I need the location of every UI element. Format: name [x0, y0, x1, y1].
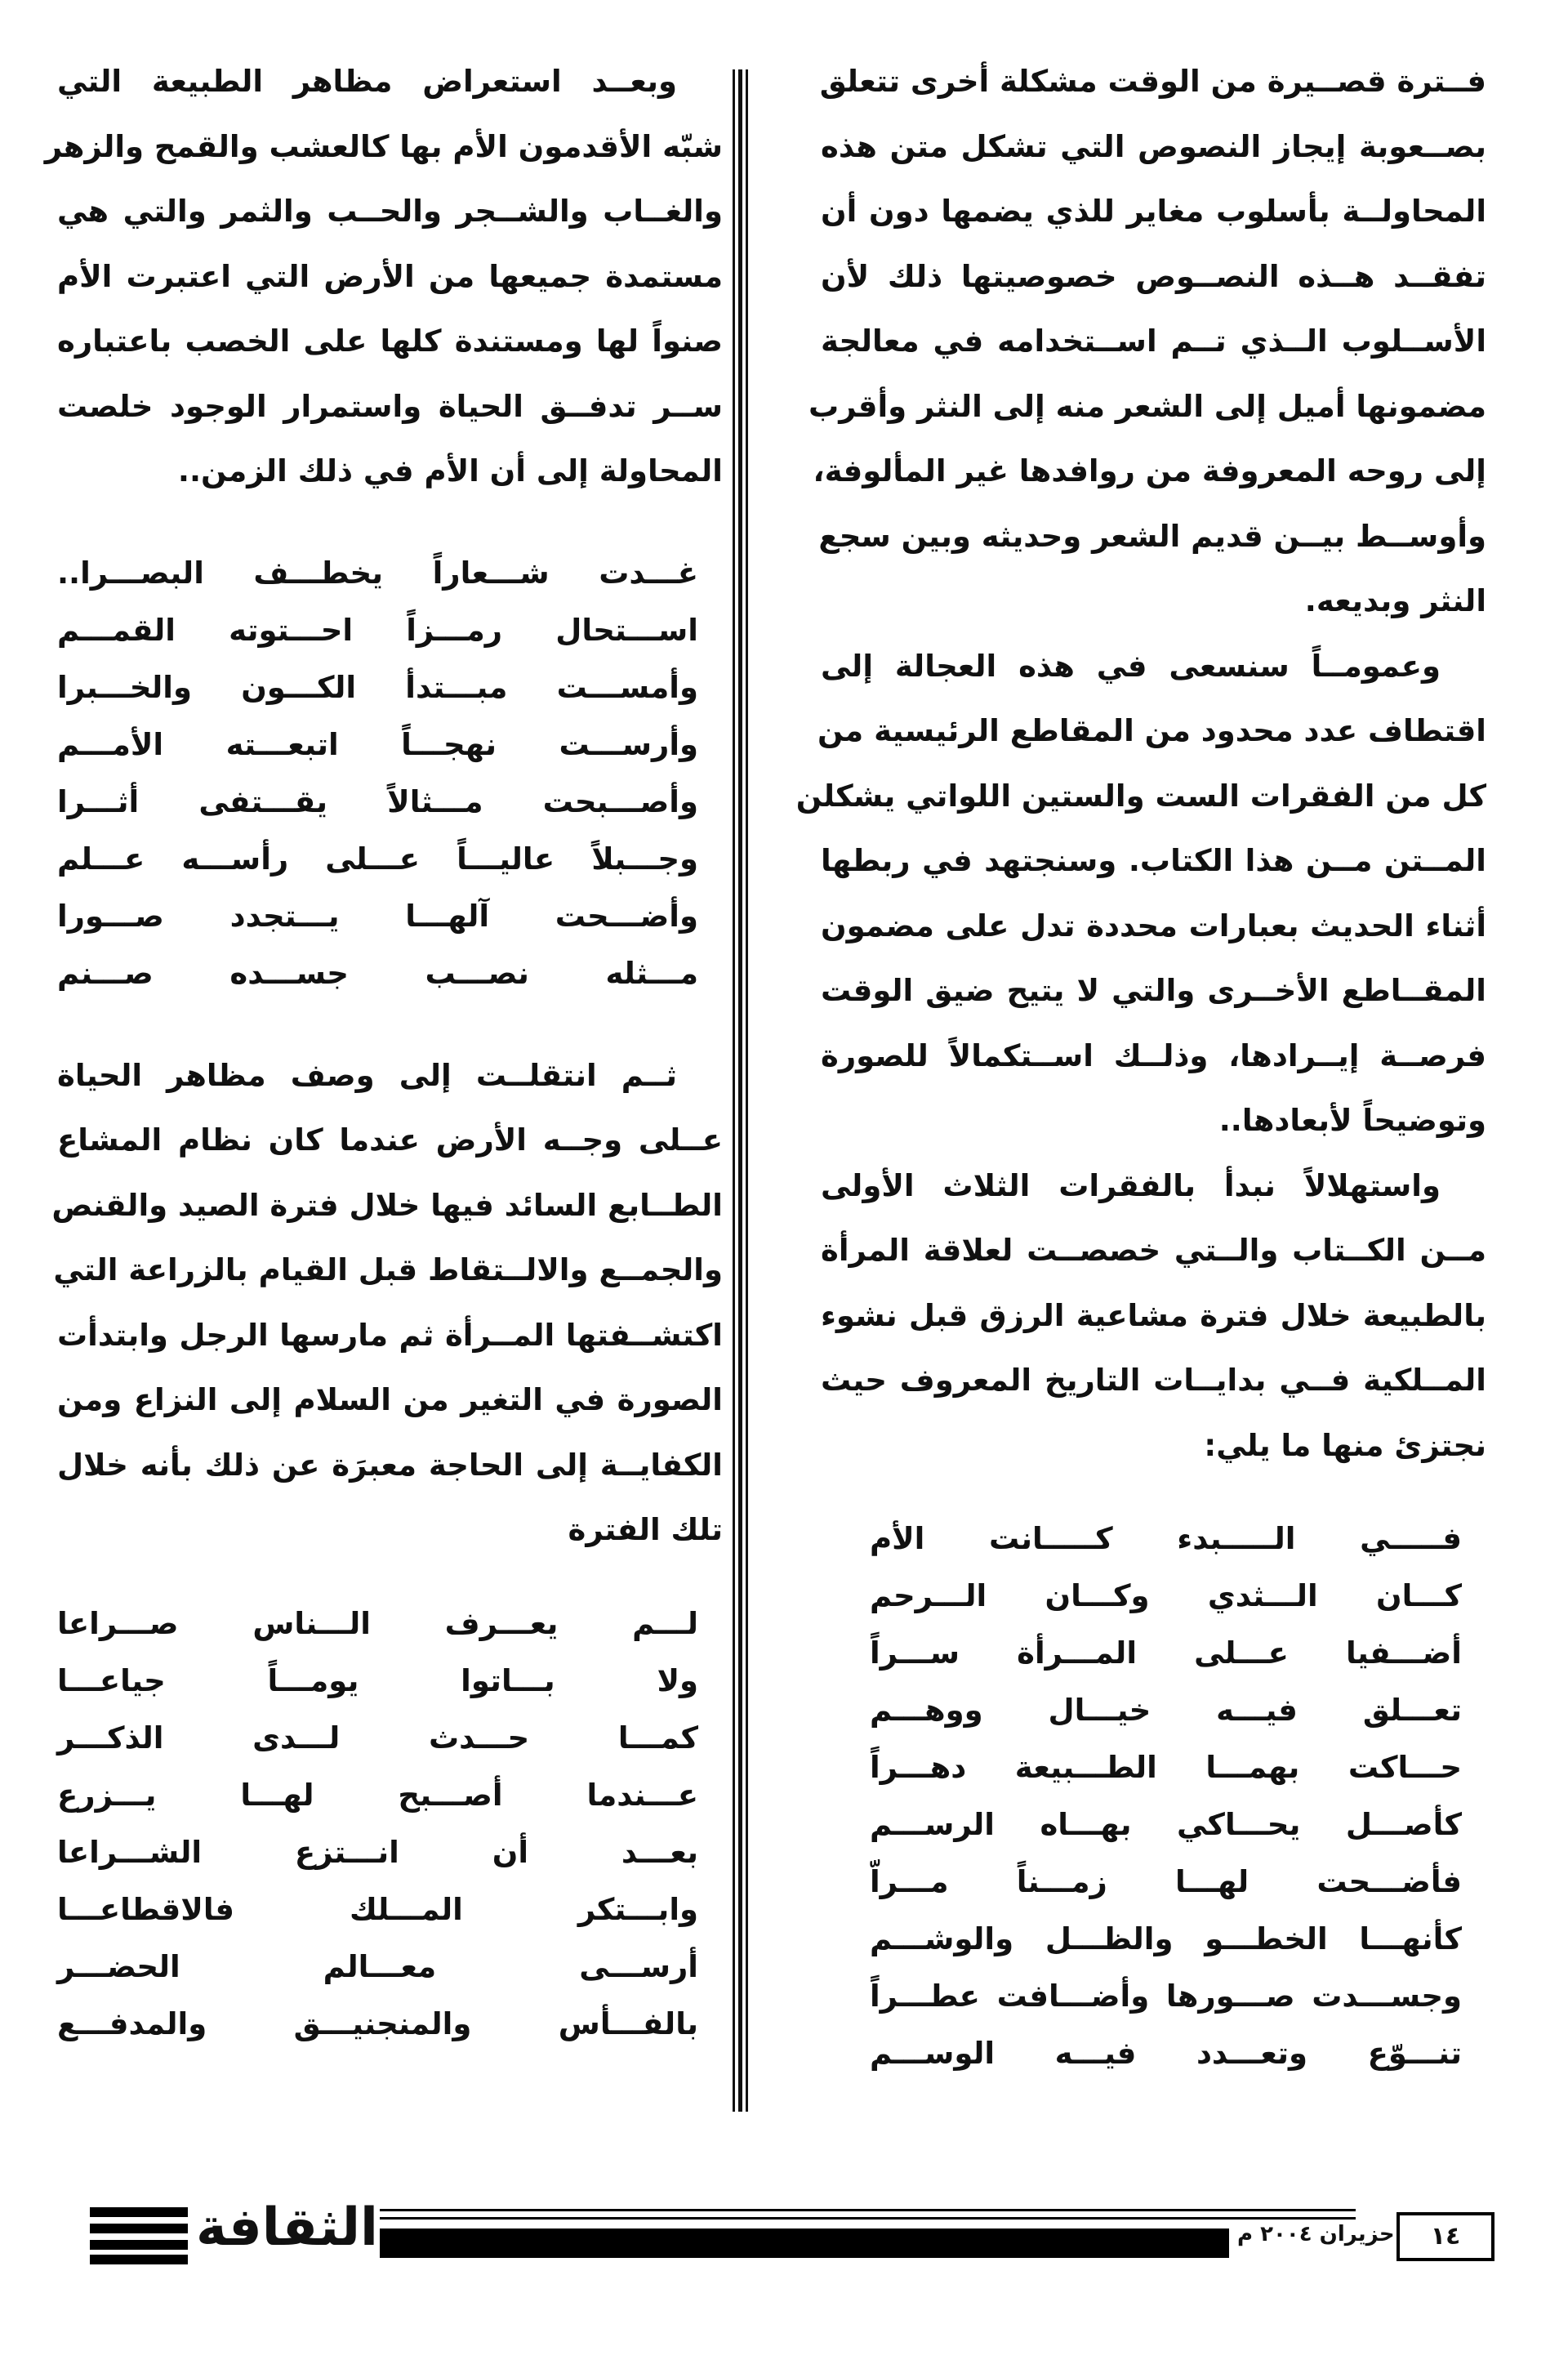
- poem-line: وأرســـت نهجـــاً اتبعـــته الأمـــم: [57, 726, 698, 762]
- text-line: الصورة في التغير من السلام إلى النزاع ومن: [57, 1382, 723, 1417]
- text-line: صنواً لها ومستندة كلها على الخصب باعتباره: [57, 323, 723, 359]
- left-poem-1: [57, 545, 698, 1002]
- poem-line: غـــدت شـــعاراً يخطـــف البصـــرا..: [57, 555, 698, 591]
- poem-line: بالفـــأس والمنجنيـــق والمدفـــع: [57, 2005, 698, 2041]
- text-line: مستمدة جميعها من الأرض التي اعتبرت الأم: [57, 258, 723, 294]
- text-line: المــتن مــن هذا الكتاب. وسنجتهد في ربطها: [821, 843, 1486, 878]
- poem-line: أرســـى معـــالم الحضـــر: [57, 1948, 698, 1984]
- poem-line: لـــم يعـــرف الـــناس صـــراعا: [57, 1605, 698, 1641]
- poem-line: فـــــي الـــــبدء كـــــانت الأم: [870, 1521, 1462, 1556]
- text-line: أثناء الحديث بعبارات محددة تدل على مضمون: [821, 908, 1486, 944]
- left-column: [44, 49, 723, 2053]
- right-paragraph-1: [808, 49, 1486, 634]
- right-paragraph-2: [795, 634, 1486, 1153]
- poem-line: كـــان الـــثدي وكـــان الـــرحم: [870, 1578, 1462, 1613]
- text-line: واستهلالاً نبدأ بالفقرات الثلاث الأولى: [821, 1167, 1441, 1203]
- text-line: مــن الكــتاب والــتي خصصــت لعلاقة المرأة: [821, 1233, 1486, 1268]
- poem-line: بعـــد أن انـــتزع الشـــراعا: [57, 1834, 698, 1870]
- poem-line: كأنهـــا الخطـــو والظـــل والوشـــم: [870, 1921, 1462, 1956]
- text-line: وبعــد استعراض مظاهر الطبيعة التي: [57, 64, 677, 99]
- poem-line: حـــاكت بهمـــا الطـــبيعة دهـــراً: [870, 1750, 1462, 1785]
- poem-line: ولا بـــاتوا يومـــاً جياعـــا: [57, 1662, 698, 1698]
- poem-line: تنـــوّع وتعـــدد فيـــه الوســـم: [870, 2036, 1462, 2071]
- text-line: والغــاب والشــجر والحــب والثمر والتي هي: [57, 194, 723, 229]
- text-line: ســر تدفــق الحياة واستمرار الوجود خلصت: [57, 388, 723, 424]
- poem-line: عـــندما أصـــبح لهـــا يـــزرع: [57, 1777, 698, 1813]
- text-line: شبّه الأقدمون الأم بها كالعشب والقمح والزهر: [44, 128, 723, 164]
- text-line: نجتزئ منها ما يلي:: [1204, 1427, 1486, 1463]
- text-line: والجمــع والالــتقاط قبل القيام بالزراعة التي: [53, 1252, 723, 1287]
- poem-line: فأضـــحت لهـــا زمـــناً مـــراّ: [870, 1864, 1462, 1899]
- poem-line: وأضـــحت آلهـــا يـــتجدد صـــورا: [57, 898, 698, 934]
- right-column: [795, 49, 1486, 2082]
- left-poem-2: [57, 1595, 698, 2053]
- column-divider: [731, 69, 755, 2112]
- text-line: عــلى وجــه الأرض عندما كان نظام المشاع: [57, 1122, 723, 1158]
- text-line: فــترة قصــيرة من الوقت مشكلة أخرى تتعلق: [819, 64, 1486, 99]
- text-line: إلى روحه المعروفة من روافدها غير المألوفة،: [813, 453, 1486, 489]
- text-line: المقــاطع الأخــرى والتي لا يتيح ضيق الوقت: [821, 973, 1486, 1008]
- text-line: بالطبيعة خلال فترة مشاعية الرزق قبل نشوء: [821, 1297, 1486, 1333]
- text-line: وتوضيحاً لأبعادها..: [1218, 1103, 1486, 1138]
- text-line: كل من الفقرات الست والستين اللواتي يشكلن: [795, 778, 1486, 814]
- poem-line: تعـــلق فيـــه خيـــال ووهـــم: [870, 1693, 1462, 1728]
- left-paragraph-2: [51, 1043, 723, 1563]
- poem-line: أضـــفيا عـــلى المـــرأة ســـراً: [870, 1635, 1462, 1671]
- page-number: ١٤: [1396, 2212, 1494, 2261]
- issue-date: حزيران ٢٠٠٤ م: [1237, 2222, 1395, 2246]
- poem-line: وأصـــبحت مـــثالاً يقـــتفى أثـــرا: [57, 783, 698, 819]
- text-line: ثــم انتقلــت إلى وصف مظاهر الحياة: [57, 1057, 677, 1093]
- poem-line: اســـتحال رمـــزاً احـــتوته القمـــم: [57, 612, 698, 648]
- poem-line: وابـــتكر المـــلك فالاقطاعـــا: [57, 1891, 698, 1927]
- logo-bars-icon: [90, 2207, 188, 2264]
- footer-thick-bar: [380, 2228, 1229, 2258]
- text-line: المحاولــة بأسلوب مغاير للذي يضمها دون أن: [821, 194, 1486, 229]
- text-line: المحاولة إلى أن الأم في ذلك الزمن..: [177, 453, 723, 489]
- text-line: الكفايــة إلى الحاجة معبرَة عن ذلك بأنه خلال: [57, 1447, 723, 1483]
- right-paragraph-3: [821, 1153, 1486, 1479]
- text-line: الطــابع السائد فيها خلال فترة الصيد والقنص: [51, 1187, 723, 1223]
- text-line: وعمومــاً سنسعى في هذه العجالة إلى: [821, 648, 1441, 684]
- poem-line: وجســـدت صـــورها وأضـــافت عطـــراً: [870, 1979, 1462, 2014]
- text-line: فرصــة إيــرادها، وذلــك اســتكمالاً للصورة: [821, 1037, 1486, 1073]
- text-line: المــلكية فــي بدايــات التاريخ المعروف حيث: [821, 1363, 1486, 1398]
- text-line: وأوســط بيــن قديم الشعر وحديثه وبين سجع: [818, 518, 1486, 554]
- text-line: تفقــد هــذه النصــوص خصوصيتها ذلك لأن: [821, 258, 1486, 294]
- text-line: النثر وبديعه.: [1304, 583, 1486, 618]
- right-poem: [870, 1510, 1462, 2082]
- text-line: اقتطاف عدد محدود من المقاطع الرئيسية من: [817, 713, 1486, 748]
- text-line: بصــعوبة إيجاز النصوص التي تشكل متن هذه: [821, 128, 1486, 164]
- text-line: الأســلوب الــذي تــم اســتخدامه في معالجة: [821, 323, 1486, 359]
- text-line: تلك الفترة: [568, 1512, 723, 1547]
- text-line: اكتشــفتها المــرأة ثم مارسها الرجل وابتدأت: [57, 1317, 723, 1353]
- magazine-logo: الثقافة: [196, 2197, 378, 2258]
- left-paragraph-1: [44, 49, 723, 504]
- poem-line: وجـــبلاً عاليـــاً عـــلى رأســـه عـــلم: [57, 841, 698, 877]
- poem-line: كأصـــل يحـــاكي بهـــاه الرســـم: [870, 1807, 1462, 1842]
- page-footer: [90, 2197, 1494, 2271]
- poem-line: كمـــا حـــدث لـــدى الذكـــر: [57, 1720, 698, 1756]
- text-line: مضمونها أميل إلى الشعر منه إلى النثر وأقرب: [808, 388, 1486, 424]
- poem-line: وأمســـت مبـــتدأ الكـــون والخـــبرا: [57, 669, 698, 705]
- poem-line: مـــثله نصـــب جســـده صـــنم: [57, 955, 698, 991]
